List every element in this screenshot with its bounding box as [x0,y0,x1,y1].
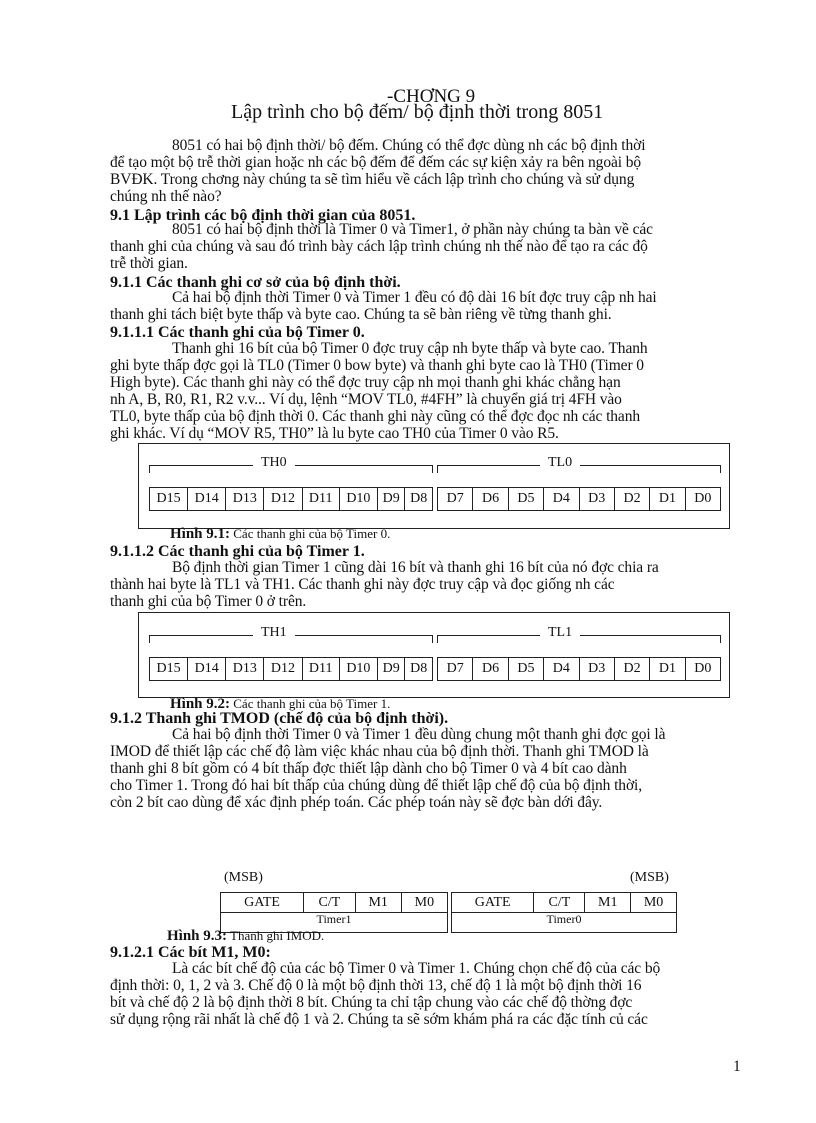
caption-text: Các thanh ghi của bộ Timer 0. [230,526,391,541]
timer0-register-figure [138,443,730,529]
paragraph-line: 8051 có hai bộ định thời/ bộ đếm. Chúng có thể đợc dùng nh các bộ định thời [172,137,646,154]
bracket-tick [720,635,721,643]
tmod-bit-cell: C/T [304,893,355,913]
section-heading: 9.1.2 Thanh ghi TMOD (chế độ của bộ định thời). [110,710,449,727]
paragraph-line: cho Timer 1. Trong đó hai bít thấp của chúng dùng để thiết lập chế độ của bộ định thời, [110,777,643,794]
paragraph-line: còn 2 bít cao dùng để xác định phép toán. Các phép toán này sẽ đợc bàn dới đây. [110,794,603,811]
bit-cell: D12 [264,658,302,681]
bracket-tick [149,635,150,643]
bit-cell: D13 [226,658,264,681]
bit-cell: D4 [544,488,579,511]
bit-cell: D3 [579,488,614,511]
figure-caption [167,928,324,945]
paragraph-line: Bộ định thời gian Timer 1 cũng dài 16 bít và thanh ghi 16 bít của nó đợc chia ra [172,559,659,576]
page-title: Lập trình cho bộ đếm/ bộ định thời trong 8051 [231,101,604,123]
tmod-bit-cell: GATE [452,893,534,913]
bit-cell: D13 [226,488,264,511]
section-heading: 9.1.1 Các thanh ghi cơ sở của bộ định thời. [110,274,401,291]
section-heading: 9.1 Lập trình các bộ định thời gian của 8051. [110,207,416,224]
bit-cell: D11 [302,488,339,511]
bit-cell: D11 [302,658,339,681]
bit-cell: D7 [438,488,473,511]
paragraph-line: thanh ghi của chúng và sau đó trình bày cách lập trình chúng nh thế nào để tạo ra các độ [110,238,648,255]
section-heading: 9.1.1.1 Các thanh ghi của bộ Timer 0. [110,324,365,341]
bit-cell: D9 [377,658,405,681]
bit-cell: D6 [473,488,508,511]
paragraph-line: 8051 có hai bộ định thời là Timer 0 và Timer1, ở phần này chúng ta bàn về các [172,221,653,238]
paragraph-line: nh A, B, R0, R1, R2 v.v... Ví dụ, lệnh “MOV TL0, #4FH” là chuyển giá trị 4FH vào [110,391,622,408]
th0-label: TH0 [253,455,295,471]
bracket-tick [437,465,438,473]
bit-cell: D5 [508,488,543,511]
section-heading: 9.1.2.1 Các bít M1, M0: [110,944,271,961]
bit-cell: D9 [377,488,405,511]
bit-cell: D4 [544,658,579,681]
tmod-bit-cell: M0 [631,893,677,913]
bit-cell: D0 [685,488,720,511]
bit-cell: D0 [685,658,720,681]
timer0-group-label: Timer0 [451,913,677,933]
caption-label: Hình 9.3: [167,928,228,944]
timer1-register-figure [138,612,730,698]
tl1-bit-cells [437,657,721,681]
tl1-label: TL1 [540,625,580,641]
paragraph-line: thành hai byte là TL1 và TH1. Các thanh ghi này đợc truy cập và đọc giống nh các [110,576,615,593]
bracket-tick [437,635,438,643]
chapter-label: -CHƠNG 9 [387,86,476,107]
bit-cell: D2 [614,658,649,681]
bit-cell: D12 [264,488,302,511]
timer1-group-label: Timer1 [220,913,448,933]
paragraph-line: thanh ghi của bộ Timer 0 ở trên. [110,593,307,610]
paragraph-line: ghi byte thấp đợc gọi là TL0 (Timer 0 bow byte) và thanh ghi byte cao là TH0 (Timer 0 [110,357,644,374]
bit-cell: D10 [339,658,377,681]
paragraph-line: để tạo một bộ trễ thời gian hoặc nh các bộ đếm để đếm các sự kiện xảy ra bên ngoài bộ [110,154,642,171]
paragraph-line: Cả hai bộ định thời Timer 0 và Timer 1 đều có độ dài 16 bít đợc truy cập nh hai [172,289,657,306]
bracket-tick [720,465,721,473]
bit-cell: D2 [614,488,649,511]
paragraph-line: chúng nh thế nào? [110,188,222,205]
paragraph-line: thanh ghi 8 bít gồm có 4 bít thấp đợc thiết lập dành cho bộ Timer 0 và 4 bít cao dành [110,760,627,777]
msb-label-left: (MSB) [224,870,263,885]
paragraph-line: IMOD để thiết lập các chế độ làm việc khác nhau của bộ định thời. Thanh ghi TMOD là [110,743,649,760]
figure-caption [170,526,390,543]
paragraph-line: sử dụng rộng rãi nhất là chế độ 1 và 2. Chúng ta sẽ sớm khám phá ra các đặc tính củ các [110,1011,648,1028]
tmod-bit-cell: GATE [221,893,304,913]
caption-label: Hình 9.2: [170,696,231,712]
bit-cell: D10 [339,488,377,511]
bit-cell: D8 [405,658,433,681]
th0-bit-cells [149,487,433,511]
paragraph-line: High byte). Các thanh ghi này có thể đợc truy cập nh mọi thanh ghi khác chẳng hạn [110,374,621,391]
paragraph-line: ghi khác. Ví dụ “MOV R5, TH0” là lu byte cao TH0 của Timer 0 vào R5. [110,425,559,442]
th1-bit-cells [149,657,433,681]
tl0-bit-cells [437,487,721,511]
bit-cell: D3 [579,658,614,681]
bracket-tick [432,465,433,473]
bit-cell: D1 [650,658,685,681]
caption-text: Các thanh ghi của bộ Timer 1. [230,696,391,711]
tmod-bit-cell: M1 [585,893,631,913]
paragraph-line: thanh ghi tách biệt byte thấp và byte cao. Chúng ta sẽ bàn riêng về từng thanh ghi. [110,306,612,323]
bit-cell: D8 [405,488,433,511]
bit-cell: D14 [188,658,226,681]
tmod-bit-cell: C/T [534,893,585,913]
paragraph-line: Là các bít chế độ của các bộ Timer 0 và Timer 1. Chúng chọn chế độ của các bộ [172,960,661,977]
paragraph-line: trễ thời gian. [110,255,188,272]
paragraph-line: Thanh ghi 16 bít của bộ Timer 0 đợc truy cập nh byte thấp và byte cao. Thanh [172,340,648,357]
paragraph-line: bít và chế độ 2 là bộ định thời 8 bít. Chúng ta chỉ tập chung vào các chế độ thờng đợc [110,994,633,1011]
caption-text: Thanh ghi IMOD. [227,928,325,943]
tmod-timer1-bits [220,892,448,913]
tmod-bit-cell: M0 [401,893,447,913]
page-number: 1 [733,1058,741,1075]
tmod-timer0-bits [451,892,677,913]
bit-cell: D5 [508,658,543,681]
bit-cell: D7 [438,658,473,681]
paragraph-line: BVĐK. Trong chơng này chúng ta sẽ tìm hiểu về cách lập trình cho chúng và sử dụng [110,171,635,188]
bracket-tick [149,465,150,473]
bit-cell: D15 [150,658,188,681]
msb-label-right: (MSB) [630,870,669,885]
bracket-tick [432,635,433,643]
paragraph-line: TL0, byte thấp của bộ định thời 0. Các thanh ghi này cũng có thể đợc đọc nh các thanh [110,408,641,425]
tmod-bit-cell: M1 [355,893,401,913]
bit-cell: D14 [188,488,226,511]
paragraph-line: định thời: 0, 1, 2 và 3. Chế độ 0 là một bộ định thời 13, chế độ 1 là một bộ định thời 16 [110,977,642,994]
paragraph-line: Cả hai bộ định thời Timer 0 và Timer 1 đều dùng chung một thanh ghi đợc gọi là [172,726,666,743]
bit-cell: D15 [150,488,188,511]
section-heading: 9.1.1.2 Các thanh ghi của bộ Timer 1. [110,543,365,560]
bit-cell: D1 [650,488,685,511]
th1-label: TH1 [253,625,295,641]
bit-cell: D6 [473,658,508,681]
caption-label: Hình 9.1: [170,526,231,542]
tl0-label: TL0 [540,455,580,471]
